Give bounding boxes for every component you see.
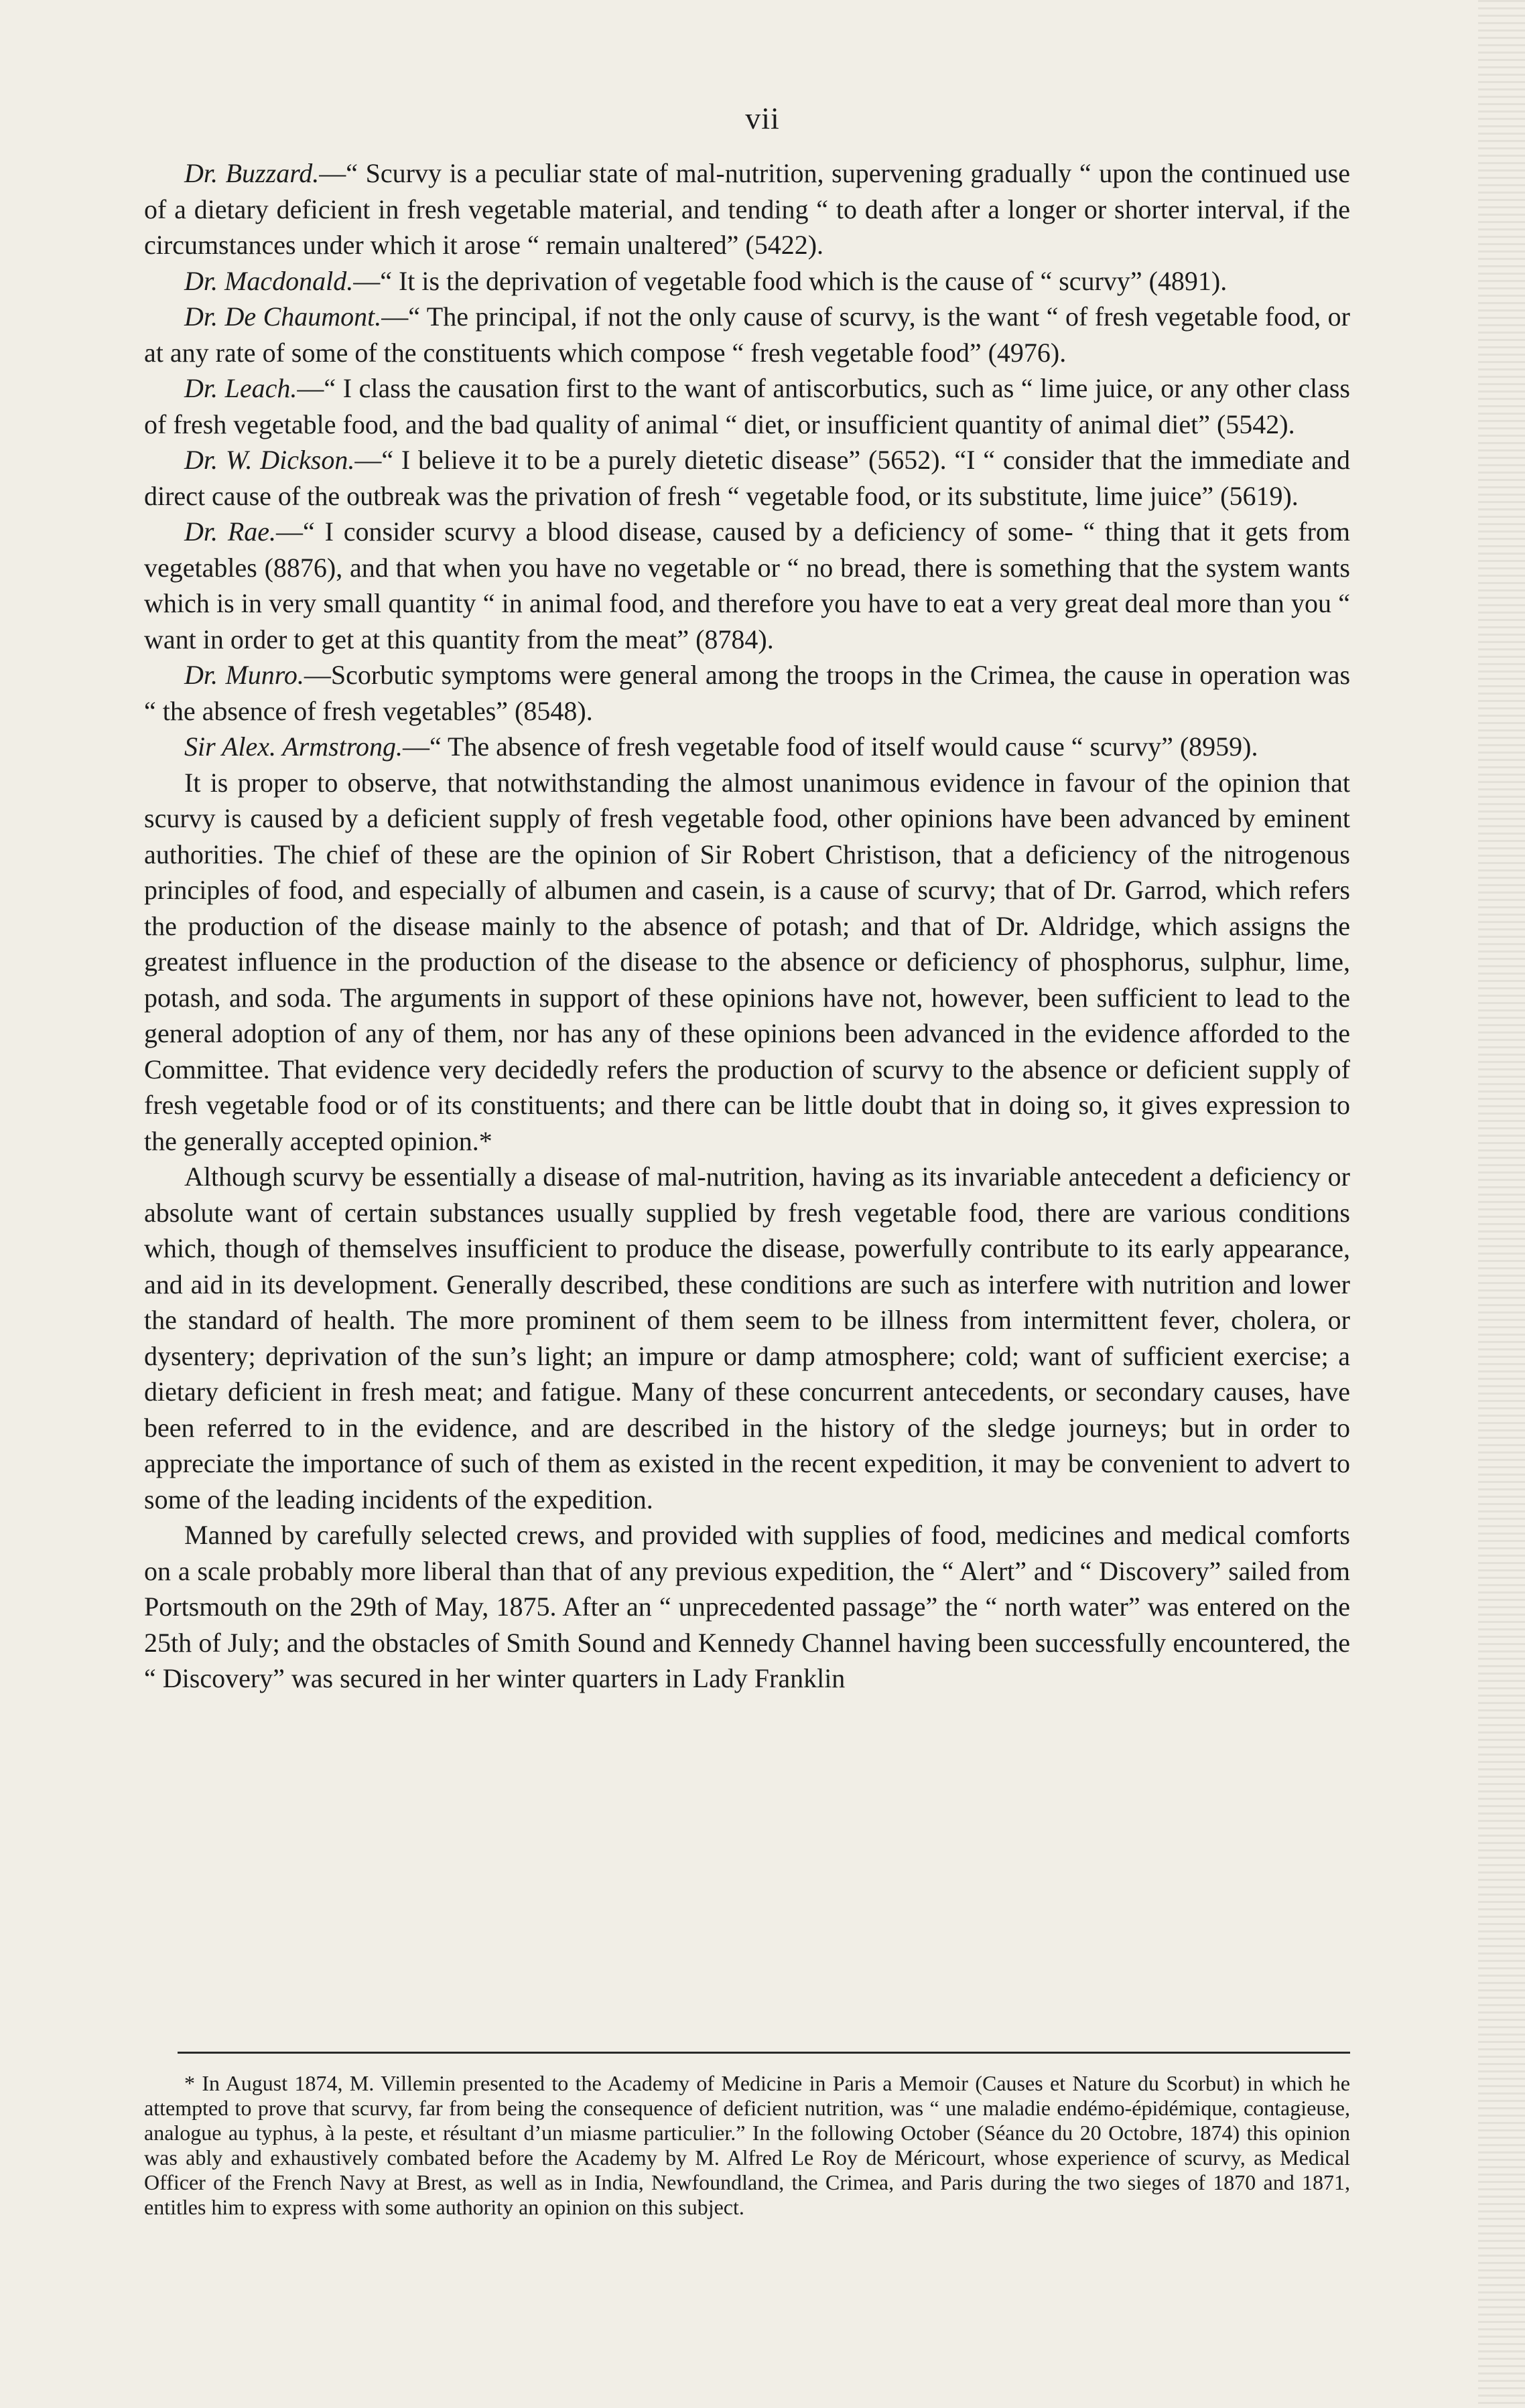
main-text (144, 155, 1350, 1697)
paragraph-other-opinions: It is proper to observe, that notwithstanding the almost unanimous evidence in favour of the opinion that scurvy is caused by a deficient supply of fresh vegetable food, other opinions have been advanced by eminent authorities. The chief of these are the opinion of Sir Robert Christison, that a deficiency of the nitrogenous principles of food, and especially of albumen and casein, is a cause of scurvy; that of Dr. Garrod, which refers the production of the disease mainly to the absence of potash; and that of Dr. Aldridge, which assigns the greatest influence in the production of the disease to the absence or deficiency of phosphorus, sulphur, lime, potash, and soda. The arguments in support of these opinions have not, however, been sufficient to lead to the general adoption of any of them, nor has any of these opinions been advanced in the evidence afforded to the Committee. That evidence very decidedly refers the production of scurvy to the absence or deficient supply of fresh vegetable food or of its constituents; and there can be little doubt that in doing so, it gives expression to the generally accepted opinion.* (144, 767, 1350, 1156)
footnote-rule (178, 2052, 1350, 2054)
evidence-munro (144, 657, 1350, 729)
witness-quote: —“ The absence of fresh vegetable food of itself would cause “ scurvy” (8959). (402, 731, 1258, 762)
witness-name: Sir Alex. Armstrong. (184, 731, 403, 762)
evidence-armstrong (144, 729, 1350, 765)
witness-name: Dr. Munro. (184, 660, 304, 690)
evidence-leach (144, 370, 1350, 442)
witness-name: Dr. W. Dickson. (184, 445, 355, 475)
witness-quote: —“ I consider scurvy a blood disease, caused by a deficiency of some- “ thing that it gets from vegetables (8876), and that when you have no vegetable or “ no bread, there is something that the system wants which is in very small quantity “ in animal food, and therefore you have to eat a very great deal more than you “ want in order to get at this quantity from the meat” (8784). (144, 516, 1350, 654)
evidence-buzzard (144, 155, 1350, 263)
witness-quote: —Scorbutic symptoms were general among the troops in the Crimea, the cause in operation was “ the absence of fresh vegetables” (8548). (144, 660, 1351, 726)
paragraph-expedition: Manned by carefully selected crews, and provided with supplies of food, medicines and medical comforts on a scale probably more liberal than that of any previous expedition, the “ Alert” and “ Discovery” sailed from Portsmouth on the 29th of May, 1875. After an “ unprecedented passage” the “ north water” was entered on the 25th of July; and the obstacles of Smith Sound and Kennedy Channel having been successfully encountered, the “ Discovery” was secured in her winter quarters in Lady Franklin (144, 1520, 1350, 1693)
witness-quote: —“ Scurvy is a peculiar state of mal-nutrition, supervening gradually “ upon the continued use of a dietary deficient in fresh vegetable material, and tending “ to death after a longer or shorter interval, if the circumstances under which it arose “ remain unaltered” (5422). (144, 158, 1351, 260)
witness-name: Dr. Rae. (184, 516, 277, 547)
witness-quote: —“ I class the causation first to the want of antiscorbutics, such as “ lime juice, or any other class of fresh vegetable food, and the bad quality of animal “ diet, or insufficient quantity of animal diet” (5542). (144, 373, 1350, 439)
page-number: vii (745, 101, 780, 135)
footnote (144, 2071, 1350, 2220)
witness-name: Dr. Macdonald. (184, 265, 354, 296)
scan-edge-noise (1478, 0, 1525, 2408)
witness-name: Dr. De Chaumont. (184, 301, 382, 332)
witness-quote: —“ The principal, if not the only cause of scurvy, is the want “ of fresh vegetable food, or at any rate of some of the constituents which compose “ fresh vegetable food” (4976). (144, 301, 1351, 368)
witness-name: Dr. Buzzard. (184, 158, 320, 188)
witness-quote: —“ I believe it to be a purely dietetic disease” (5652). “I “ consider that the immediate and direct cause of the outbreak was the privation of fresh “ vegetable food, or its substitute, lime juice” (5619). (144, 445, 1350, 511)
evidence-rae (144, 514, 1350, 657)
evidence-macdonald (144, 263, 1350, 299)
evidence-de-chaumont (144, 299, 1350, 370)
witness-name: Dr. Leach. (184, 373, 297, 403)
evidence-dickson (144, 442, 1350, 514)
footnote-text: * In August 1874, M. Villemin presented to the Academy of Medicine in Paris a Memoir (Causes et Nature du Scorbut) in which he attempted to prove that scurvy, far from being the consequence of deficient nutrition, was “ une maladie endémo-épidémique, contagieuse, analogue au typhus, à la peste, et résultant d’un miasme particulier.” In the following October (Séance du 20 Octobre, 1874) this opinion was ably and exhaustively combated before the Academy by M. Alfred Le Roy de Méricourt, whose experience of scurvy, as Medical Officer of the French Navy at Brest, as well as in India, Newfoundland, the Crimea, and Paris during the two sieges of 1870 and 1871, entitles him to express with some authority an opinion on this subject. (144, 2071, 1350, 2219)
paragraph-conditions: Although scurvy be essentially a disease of mal-nutrition, having as its invariable antecedent a deficiency or absolute want of certain substances usually supplied by fresh vegetable food, there are various conditions which, though of themselves insufficient to produce the disease, powerfully contribute to its early appearance, and aid in its development. Generally described, these conditions are such as interfere with nutrition and lower the standard of health. The more prominent of them seem to be illness from intermittent fever, cholera, or dysentery; deprivation of the sun’s light; an impure or damp atmosphere; cold; want of sufficient exercise; a dietary deficient in fresh meat; and fatigue. Many of these concurrent antecedents, or secondary causes, have been referred to in the evidence, and are described in the history of the sledge journeys; but in order to appreciate the importance of such of them as existed in the recent expedition, it may be convenient to advert to some of the leading incidents of the expedition. (144, 1161, 1350, 1514)
witness-quote: —“ It is the deprivation of vegetable food which is the cause of “ scurvy” (4891). (353, 265, 1228, 296)
